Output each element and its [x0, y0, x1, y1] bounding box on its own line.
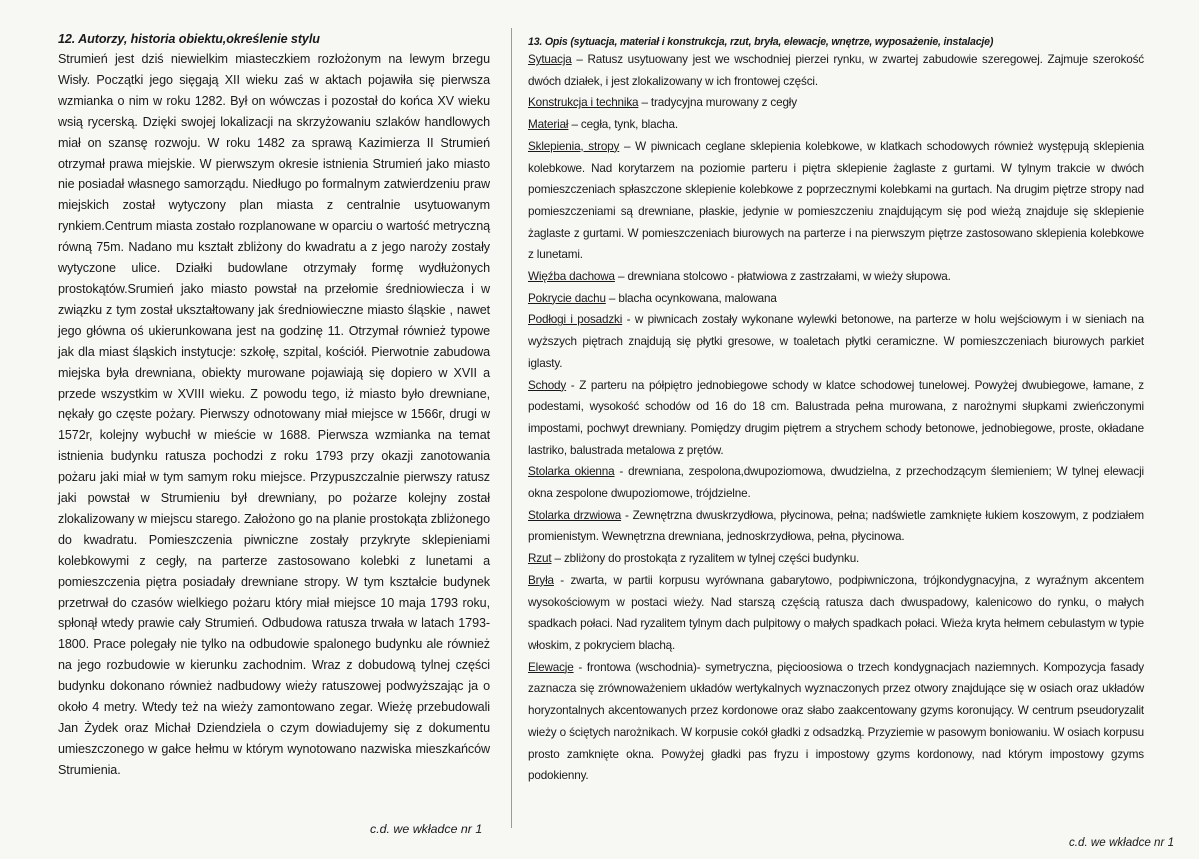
right-continuation-note: c.d. we wkładce nr 1: [1069, 836, 1175, 849]
description-item-construction: [528, 92, 1144, 114]
description-item-vaults: [528, 136, 1144, 266]
item-text: – W piwnicach ceglane sklepienia kolebkowe, w klatkach schodowych również występują sklepienia kolebkowe. Nad korytarzem na poziomie parteru i piętra sklepienie żaglaste z gurtami. W tylnym trakcie w dwóch pomieszczeniach spłaszczone sklepienie kolebkowe z poprzecznymi kolebkami na gurtach. Na drugim piętrze stropy nad pomieszczeniami są drewniane, płaskie, jedynie w pomieszczeniu znajdującym się pod wieżą znajduje się sklepienie żaglaste z gurtami. W pomieszczeniach biurowych na parterze i na pierwszym piętrze zastosowano sklepienia kolebkowe z lunetami.: [528, 139, 1144, 262]
item-text: - frontowa (wschodnia)- symetryczna, pięcioosiowa o trzech kondygnacjach naziemnych. Kompozycja fasady zaznacza się zrównoważeniem układów wertykalnych wyznaczonych przez otwory znajdujące się w osiach oraz układów horyzontalnych akcentowanych przez kordonowe oraz słabo zaakcentowany gzyms koronujący. W centrum pseudoryzalit wieży o ściętych narożnikach. W korpusie cokół gładki z odsadzką. Przyziemie w pasowym boniowaniu. W osiach korpusu prosto zamknięte okna. Powyżej gładki pas fryzu i impostowy gzyms kordonowy, nad którym impostowy gzyms podokienny.: [528, 660, 1144, 783]
item-label: Podłogi i posadzki: [528, 313, 623, 327]
item-text: - Zewnętrzna dwuskrzydłowa, płycinowa, pełna; nadświetle zamknięte łukiem koszowym, z podziałem promienistym. Wewnętrzna drewniana, jednoskrzydłowa, pełna, płycinowa.: [528, 508, 1145, 544]
item-label: Pokrycie dachu: [528, 291, 606, 305]
item-label: Elewacje: [528, 660, 574, 674]
item-label: Stolarka okienna: [528, 465, 615, 479]
item-label: Materiał: [528, 118, 569, 132]
item-text: – drewniana stolcowo - płatwiowa z zastrzałami, w wieży słupowa.: [614, 270, 951, 284]
item-text: – zbliżony do prostokąta z ryzalitem w tylnej części budynku.: [551, 552, 860, 566]
description-item-windows: [528, 461, 1144, 504]
left-continuation-note: c.d. we wkładce nr 1: [370, 822, 483, 836]
item-text: - zwarta, w partii korpusu wyrównana gabarytowo, podpiwniczona, trójkondygnacyjna, z wyraźnym akcentem wysokościowym w postaci wieży. Nad starszą częścią ratusza dach dwuspadowy, kalenicowo do rynku, o małych spadkach połaci. Nad ryzalitem tylnym dach pulpitowy o małych spadkach połaci. Wieża kryta hełmem cebulastym w typie włoskim, z pokryciem blachą.: [528, 573, 1144, 652]
description-column: [528, 33, 1144, 787]
item-label: Rzut: [528, 552, 552, 566]
item-label: Sytuacja: [528, 53, 572, 66]
item-text: - Z parteru na półpiętro jednobiegowe schody w klatce schodowej tunelowej. Powyżej dwubiegowe, łamane, z podestami, wysokość schodów od 16 do 18 cm. Balustrada pełna murowana, z narożnymi słupkami zwieńczonymi impostami, pochwyt drewniany. Pomiędzy drugim piętrem a strychem schody betonowe, jednobiegowe, proste, okładane lastriko, balustrada metalowa z prętów.: [528, 378, 1144, 457]
description-item-elevations: [528, 657, 1144, 787]
description-item-plan: [528, 548, 1144, 570]
history-heading: 12. Autorzy, historia obiektu,określenie stylu: [58, 32, 320, 46]
history-body: Strumień jest dziś niewielkim miasteczkiem rozłożonym na lewym brzegu Wisły. Początki jego sięgają XII wieku zaś w aktach pojawiła się pierwsza wzmianka o nim w roku 1282. Był on wówczas i pozostał do końca XV wieku wsią rycerską. Dzięki swojej lokalizacji na skrzyżowaniu szlaków handlowych miał on szansę rozwoju. W roku 1482 za sprawą Kazimierza II Strumień otrzymał prawa miejskie. W pierwszym okresie istnienia Strumień jako miasto nie posiadał własnego samorządu. Niedługo po formalnym zatwierdzeniu praw miejskich został wytyczony plan miasta z centralnie usytuowanym rynkiem.Centrum miasta zostało rozplanowane w oparciu o wartość metryczną równą 75m. Nadano mu kształt zbliżony do kwadratu a z jego naroży zostały wytyczone ulice. Działki budowlane otrzymały formę wydłużonych prostokątów.Srumień jako miasto powstał na przełomie średniowiecza i w związku z tym został ukształtowany jak średniowieczne miasto śląskie , nawet jego główna oś ukierunkowana jest na godzinę 11. Otrzymał również typowe jak dla miast śląskich instytucje: szkołę, szpital, kościół. Pierwotnie zabudowa miejska była drewniana, obiekty murowane pojawiają się dopiero w XVII a przede wszystkim w XVIII wieku. Z powodu tego, iż miasto było drewniane, nękały go częste pożary. Pierwszy odnotowany miał miejsce w 1566r, drugi w 1572r, kolejny wybuchł w mieście w 1688. Pierwsza wzmianka na temat istnienia budynku ratusza pochodzi z roku 1793 przy okazji zanotowania pożaru jaki miał w tym samym roku miejsce. Przypuszczalnie pierwszy ratusz jaki powstał w Strumieniu był drewniany, po pożarze kolejny został zlokalizowany w miejscu starego. Założono go na planie prostokąta zbliżonego do kwadratu. Pomieszczenia piwniczne zostały przykryte sklepieniami kolebkowymi z cegły, na parterze zastosowano kolebki z lunetami a pomieszczenia piętra posiadały drewniane stropy. W tym kształcie budynek przetrwał do czasów wielkiego pożaru który miał miejsce 10 maja 1793 roku, spłonął wtedy prawie cały Strumień. Odbudowa ratusza trwała w latach 1793-1800. Prace polegały nie tylko na odbudowie spalonego budynku ale również na jego rozbudowie w kierunku zachodnim. Wraz z dobudową tylnej części budynku dokonano również nadbudowy wieży ratuszowej podwyższając ja o około 4 metry. Wtedy też na wieży zamontowano zegar. Wieżę przebudowali Jan Żydek oraz Michał Dziendziela o czym dowiadujemy się z dokumentu umieszczonego w gałce hełmu w którym wynotowano nazwiska mieszkańców Strumienia.: [58, 52, 490, 777]
description-item-stairs: [528, 375, 1144, 462]
item-label: Bryła: [528, 573, 554, 587]
description-heading: 13. Opis (sytuacja, materiał i konstrukcja, rzut, bryła, elewacje, wnętrze, wyposażenie, instalacje): [528, 36, 994, 48]
description-item-doors: [528, 505, 1144, 548]
item-text: – Ratusz usytuowany jest we wschodniej pierzei rynku, w zwartej zabudowie szeregowej. Zajmuje szerokość dwóch działek, i jest zlokalizowany w ich frontowej części.: [528, 53, 1144, 88]
item-text: – tradycyjna murowany z cegły: [638, 96, 797, 110]
item-text: – cegła, tynk, blacha.: [568, 118, 678, 132]
description-item-massing: [528, 570, 1144, 657]
description-item-situation: [528, 49, 1144, 92]
description-item-floors: [528, 309, 1144, 374]
item-text: – blacha ocynkowana, malowana: [605, 291, 777, 305]
item-text: - drewniana, zespolona,dwupoziomowa, dwudzielna, z przechodzącym ślemieniem; W tylnej elewacji okna zespolone dwupoziomowe, trójdzielne.: [528, 465, 1144, 501]
item-text: - w piwnicach zostały wykonane wylewki betonowe, na parterze w holu wejściowym i w sieniach na wyższych piętrach znajdują się płytki gresowe, w toaletach płytki ceramiczne. W pomieszczeniach biurowych parkiet iglasty.: [528, 313, 1144, 370]
item-label: Schody: [528, 378, 567, 392]
history-column: [58, 30, 490, 781]
item-label: Konstrukcja i technika: [528, 96, 639, 110]
description-item-roof-truss: [528, 266, 1144, 288]
column-divider: [511, 28, 512, 828]
description-item-roofing: [528, 288, 1144, 310]
description-item-material: [528, 114, 1144, 136]
item-label: Sklepienia, stropy: [528, 139, 620, 153]
item-label: Więźba dachowa: [528, 270, 615, 284]
item-label: Stolarka drzwiowa: [528, 508, 622, 522]
